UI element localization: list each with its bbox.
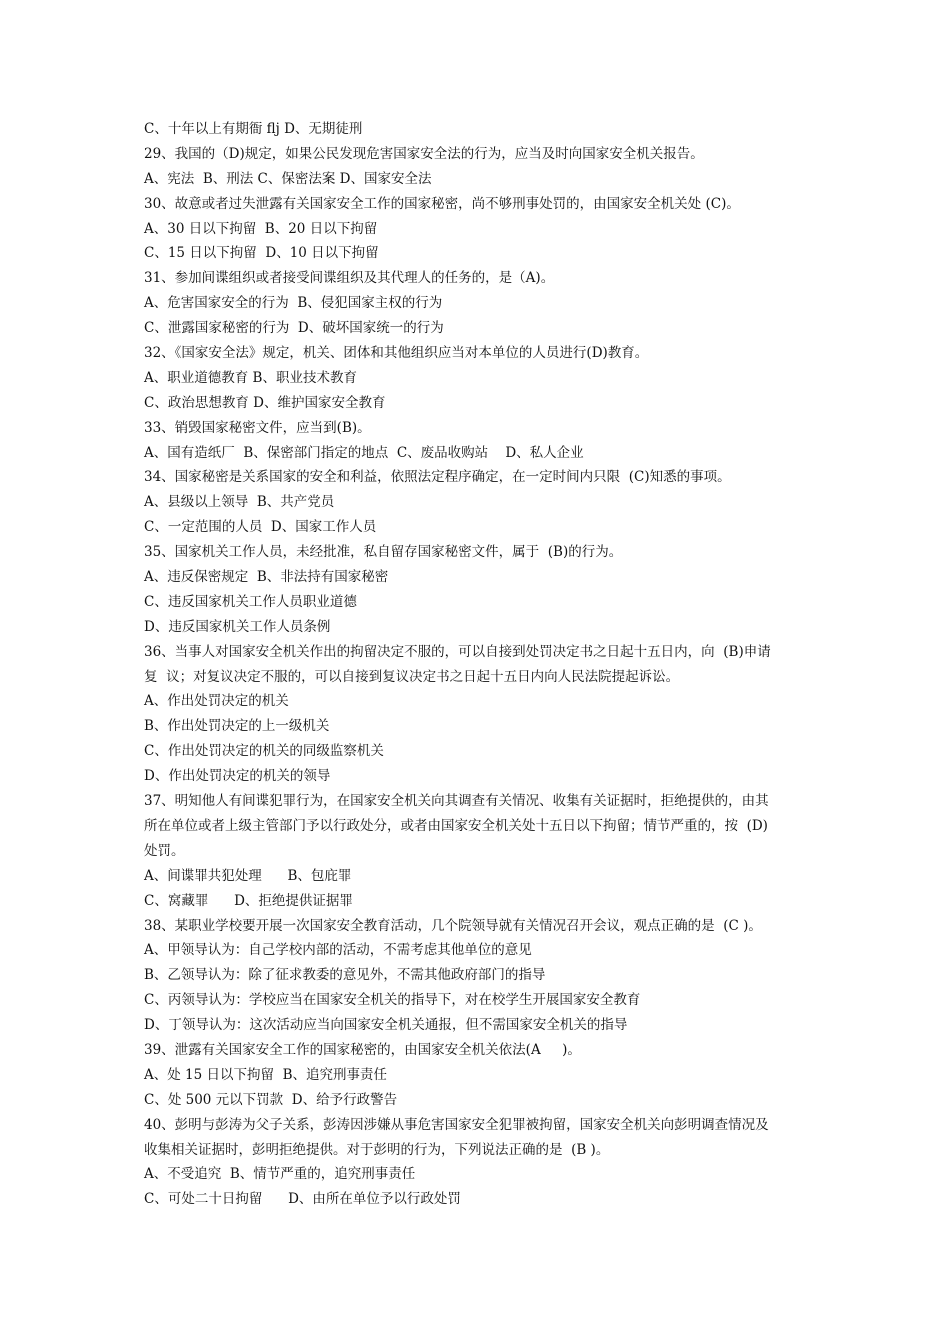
text-line: A、间谍罪共犯处理 B、包庇罪 bbox=[144, 867, 352, 884]
text-line: 37、明知他人有间谍犯罪行为，在国家安全机关向其调查有关情况、收集有关证据时，拒绝提供的，由其 bbox=[144, 793, 769, 810]
text-line: A、作出处罚决定的机关 bbox=[144, 693, 289, 710]
text-line: B、作出处罚决定的上一级机关 bbox=[144, 718, 330, 735]
text-line: 处罚。 bbox=[144, 842, 185, 859]
text-line: A、宪法 B、刑法 C、保密法案 D、国家安全法 bbox=[144, 170, 432, 187]
text-line: D、违反国家机关工作人员条例 bbox=[144, 618, 331, 635]
text-line: A、处 15 日以下拘留 B、追究刑事责任 bbox=[144, 1066, 388, 1083]
text-line: A、甲领导认为：自己学校内部的活动，不需考虑其他单位的意见 bbox=[144, 942, 532, 959]
text-line: 35、国家机关工作人员，未经批准，私自留存国家秘密文件，属于 (B)的行为。 bbox=[144, 544, 623, 561]
text-line: C、一定范围的人员 D、国家工作人员 bbox=[144, 519, 377, 536]
text-line: A、国有造纸厂 B、保密部门指定的地点 C、废品收购站 D、私人企业 bbox=[144, 444, 584, 461]
text-line: 复 议；对复议决定不服的，可以自接到复议决定书之日起十五日内向人民法院提起诉讼。 bbox=[144, 668, 680, 685]
text-line: C、可处二十日拘留 D、由所在单位予以行政处罚 bbox=[144, 1191, 461, 1208]
text-line: A、30 日以下拘留 B、20 日以下拘留 bbox=[144, 220, 378, 237]
text-line: C、15 日以下拘留 D、10 日以下拘留 bbox=[144, 245, 379, 262]
text-line: C、十年以上有期衙 flj D、无期徒刑 bbox=[144, 121, 363, 137]
text-line: 所在单位或者上级主管部门予以行政处分，或者由国家安全机关处十五日以下拘留；情节严重的，按 (D) bbox=[144, 817, 768, 834]
text-line: D、作出处罚决定的机关的领导 bbox=[144, 768, 331, 785]
text-line: A、违反保密规定 B、非法持有国家秘密 bbox=[144, 569, 389, 586]
text-line: C、处 500 元以下罚款 D、给予行政警告 bbox=[144, 1091, 398, 1108]
text-line: 30、故意或者过失泄露有关国家安全工作的国家秘密，尚不够刑事处罚的，由国家安全机关处 (C)。 bbox=[144, 195, 740, 212]
text-line: C、泄露国家秘密的行为 D、破坏国家统一的行为 bbox=[144, 320, 444, 337]
text-line: 39、泄露有关国家安全工作的国家秘密的，由国家安全机关依法(A )。 bbox=[144, 1041, 581, 1058]
text-line: D、丁领导认为：这次活动应当向国家安全机关通报，但不需国家安全机关的指导 bbox=[144, 1017, 628, 1034]
text-line: C、违反国家机关工作人员职业道德 bbox=[144, 593, 357, 610]
text-line: 34、国家秘密是关系国家的安全和利益，依照法定程序确定，在一定时间内只限 (C)知悉的事项。 bbox=[144, 469, 731, 486]
text-line: 33、销毁国家秘密文件，应当到(B)。 bbox=[144, 419, 371, 436]
text-line: 收集相关证据时，彭明拒绝提供。对于彭明的行为，下列说法正确的是 (B )。 bbox=[144, 1141, 610, 1158]
text-line: B、乙领导认为：除了征求教委的意见外，不需其他政府部门的指导 bbox=[144, 967, 546, 984]
text-line: 36、当事人对国家安全机关作出的拘留决定不服的，可以自接到处罚决定书之日起十五日内，向 (B)申请 bbox=[144, 643, 771, 660]
text-line: 29、我国的（D)规定，如果公民发现危害国家安全法的行为，应当及时向国家安全机关报告。 bbox=[144, 145, 704, 162]
text-line: 31、参加间谍组织或者接受间谍组织及其代理人的任务的，是（A)。 bbox=[144, 270, 555, 287]
text-line: 38、某职业学校要开展一次国家安全教育活动，几个院领导就有关情况召开会议，观点正确的是 (C )。 bbox=[144, 917, 762, 934]
text-line: A、不受追究 B、情节严重的，追究刑事责任 bbox=[144, 1166, 416, 1183]
text-line: A、职业道德教育 B、职业技术教育 bbox=[144, 369, 357, 386]
text-line: A、县级以上领导 B、共产党员 bbox=[144, 494, 335, 511]
document-body bbox=[144, 117, 814, 1212]
text-line: A、危害国家安全的行为 B、侵犯国家主权的行为 bbox=[144, 295, 443, 312]
text-line: C、丙领导认为：学校应当在国家安全机关的指导下，对在校学生开展国家安全教育 bbox=[144, 992, 641, 1009]
text-line: C、窝藏罪 D、拒绝提供证据罪 bbox=[144, 892, 353, 909]
text-line: C、作出处罚决定的机关的同级监察机关 bbox=[144, 743, 384, 760]
text-line: C、政治思想教育 D、维护国家安全教育 bbox=[144, 394, 386, 411]
text-line: 40、彭明与彭涛为父子关系，彭涛因涉嫌从事危害国家安全犯罪被拘留，国家安全机关向彭明调查情况及 bbox=[144, 1116, 769, 1133]
text-line: 32、《国家安全法》规定，机关、团体和其他组织应当对本单位的人员进行(D)教育。 bbox=[144, 345, 649, 362]
